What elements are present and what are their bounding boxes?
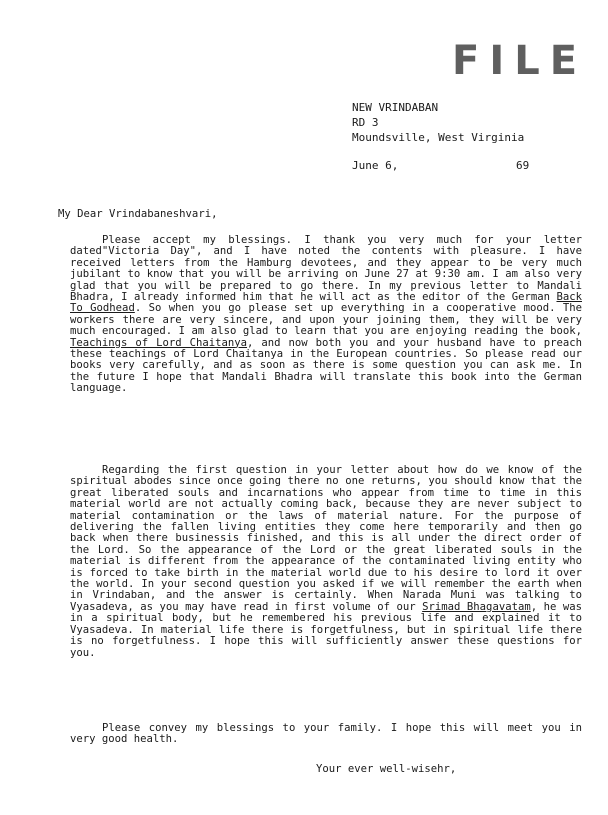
paragraph-1-text-c: , and now both you and your husband have to preach these teachings of Lord Chaitanya in the European countries. So please read our books very carefully, and as soon as there is some question you can ask me. In the future I hope that Mandali Bhadra will translate this book into the German language. xyxy=(70,336,582,395)
paragraph-2 xyxy=(70,465,582,659)
paragraph-2-text-b: , he was in a spiritual body, but he remembered his previous life and explained it to Vyasadeva. In material life there is forgetfulness, but in spiritual life there is no forgetfulness. I hope this will sufficiently answer these questions for you. xyxy=(70,600,582,659)
paragraph-1 xyxy=(70,235,582,395)
paragraph-1-text-a: Please accept my blessings. I thank you very much for your letter dated"Victoria Day", and I have noted the contents with pleasure. I have received letters from the Hamburg devotees, and they appear to be very much jubilant to know that you will be arriving on June 27 at 9:30 am. I am also very glad that you will be prepared to go there. In my previous letter to Mandali Bhadra, I already informed him that he will act as the editor of the German xyxy=(70,234,582,304)
date-year: 69 xyxy=(516,159,530,172)
file-stamp: FILE xyxy=(452,38,588,84)
paragraph-2-text-a: Regarding the first question in your letter about how do we know of the spiritual abodes since once going there no one returns, you should know that the great liberated souls and incarnations who appear from time to time in this material world are not actually coming back, because they are never subject to material contamination or the laws of material nature. For the purpose of delivering the fallen living entities they come here temporarily and then go back when there businessis finished, and this is all under the direct order of the Lord. So the appearance of the Lord or the great liberated souls in the material is different from the appearance of the contaminated living entity who is forced to take birth in the material world due to his desire to lord it over the world. In your second question you asked if we will remember the earth when in Vrindaban, and the answer is certainly. When Narada Muni was talking to Vyasadeva, as you may have read in first volume of our xyxy=(70,464,582,613)
book-title-srimad-bhagavatam: Srimad Bhagavatam xyxy=(422,600,531,613)
paragraph-1-text-b: . So when you go please set up everything in a cooperative mood. The workers there are very sincere, and upon your joining them, they will be very much encouraged. I am also glad to learn that you are enjoying reading the book, xyxy=(70,302,583,338)
book-title-back-to-godhead: Back To Godhead xyxy=(70,291,582,315)
paragraph-3-text: Please convey my blessings to your family. I hope this will meet you in very good health. xyxy=(70,722,582,746)
address-line-3: Moundsville, West Virginia xyxy=(352,131,525,144)
paragraph-3 xyxy=(70,723,582,746)
book-title-teachings-of-lord-chaitanya: Teachings of Lord Chaitanya xyxy=(70,336,248,349)
address-line-1: NEW VRINDABAN xyxy=(352,101,439,114)
closing: Your ever well-wisehr, xyxy=(316,763,457,775)
address-line-2: RD 3 xyxy=(352,116,379,129)
salutation: My Dear Vrindabaneshvari, xyxy=(58,208,218,220)
date-day: June 6, xyxy=(352,159,399,172)
